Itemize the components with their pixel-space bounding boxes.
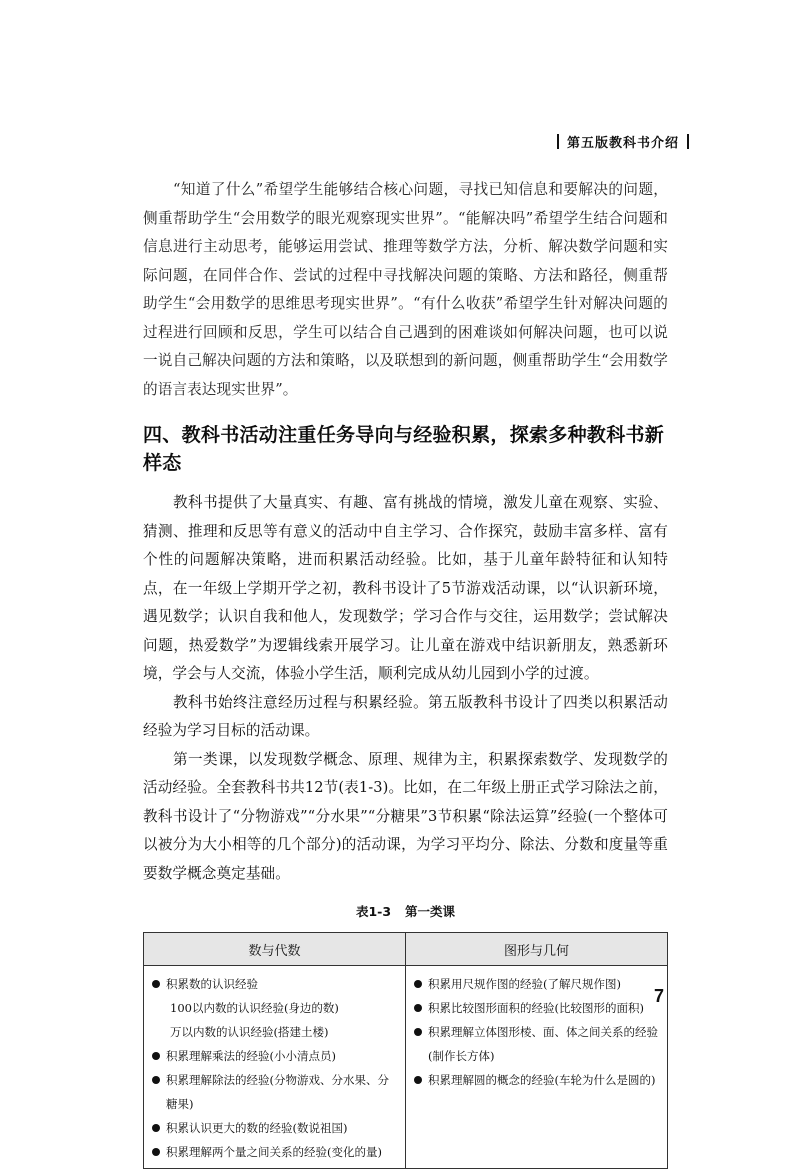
table-list-item: 积累理解立体图形棱、面、体之间关系的经验(制作长方体) (414, 1020, 661, 1068)
table-caption (143, 902, 668, 920)
header-divider (687, 134, 689, 149)
table-list-item: 积累用尺规作图的经验(了解尺规作图) (414, 972, 661, 996)
right-item-list (414, 972, 661, 1092)
table-row (144, 966, 668, 1169)
table-list-item: 积累理解圆的概念的经验(车轮为什么是圆的) (414, 1068, 661, 1092)
table-header-row (144, 933, 668, 966)
left-cell (144, 966, 406, 1169)
table-title: 第一类课 (405, 904, 456, 919)
column-header-shape-geometry: 图形与几何 (406, 933, 668, 966)
table-sub-item: 万以内数的认识经验(搭建土楼) (170, 1025, 329, 1039)
table-list-item: 积累理解除法的经验(分物游戏、分水果、分糖果) (152, 1068, 399, 1116)
body-paragraph: 教科书提供了大量真实、有趣、富有挑战的情境，激发儿童在观察、实验、猜测、推理和反思等有意义的活动中自主学习、合作探究，鼓励丰富多样、富有个性的问题解决策略，进而积累活动经验。比如，基于儿童年龄特征和认知特点，在一年级上学期开学之初，教科书设计了5节游戏活动课，以“认识新环境，遇见数学；认识自我和他人，发现数学；学习合作与交往，运用数学；尝试解决问题，热爱数学”为逻辑线索开展学习。让儿童在游戏中结识新朋友，熟悉新环境，学会与人交流，体验小学生活，顺利完成从幼儿园到小学的过渡。 (143, 494, 668, 682)
lesson-table (143, 932, 668, 1169)
table-list-item: 积累比较图形面积的经验(比较图形的面积) (414, 996, 661, 1020)
header-divider (557, 134, 559, 149)
page-content (143, 176, 668, 1169)
left-item-list (152, 972, 399, 1164)
right-cell (406, 966, 668, 1169)
column-header-number-algebra: 数与代数 (144, 933, 406, 966)
page-number: 7 (653, 986, 664, 1006)
table-list-item: 积累理解乘法的经验(小小清点员) (152, 1044, 399, 1068)
table-number: 表1-3 (355, 904, 392, 919)
running-header (549, 132, 697, 151)
table-list-item: 积累理解两个量之间关系的经验(变化的量) (152, 1140, 399, 1164)
table-sub-item: 100以内数的认识经验(身边的数) (170, 1001, 339, 1015)
table-list-item: 积累认识更大的数的经验(数说祖国) (152, 1116, 399, 1140)
body-paragraph: “知道了什么”希望学生能够结合核心问题，寻找已知信息和要解决的问题，侧重帮助学生“会用数学的眼光观察现实世界”。“能解决吗”希望学生结合问题和信息进行主动思考，能够运用尝试、推理等数学方法，分析、解决数学问题和实际问题，在同伴合作、尝试的过程中寻找解决问题的策略、方法和路径，侧重帮助学生“会用数学的思维思考现实世界”。“有什么收获”希望学生针对解决问题的过程进行回顾和反思，学生可以结合自己遇到的困难谈如何解决问题，也可以说一说自己解决问题的方法和策略，以及联想到的新问题，侧重帮助学生“会用数学的语言表达现实世界”。 (143, 181, 668, 398)
body-paragraph: 教科书始终注意经历过程与积累经验。第五版教科书设计了四类以积累活动经验为学习目标的活动课。 (143, 693, 668, 739)
section-heading: 四、教科书活动注重任务导向与经验积累，探索多种教科书新样态 (143, 424, 665, 474)
table-list-item: 积累数的认识经验 (152, 972, 399, 996)
body-paragraph: 第一类课，以发现数学概念、原理、规律为主，积累探索数学、发现数学的活动经验。全套教科书共12节(表1-3)。比如，在二年级上册正式学习除法之前，教科书设计了“分物游戏”“分水果”“分糖果”3节积累“除法运算”经验(一个整体可以被分为大小相等的几个部分)的活动课，为学习平均分、除法、分数和度量等重要数学概念奠定基础。 (143, 750, 668, 882)
header-title: 第五版教科书介绍 (566, 136, 679, 151)
